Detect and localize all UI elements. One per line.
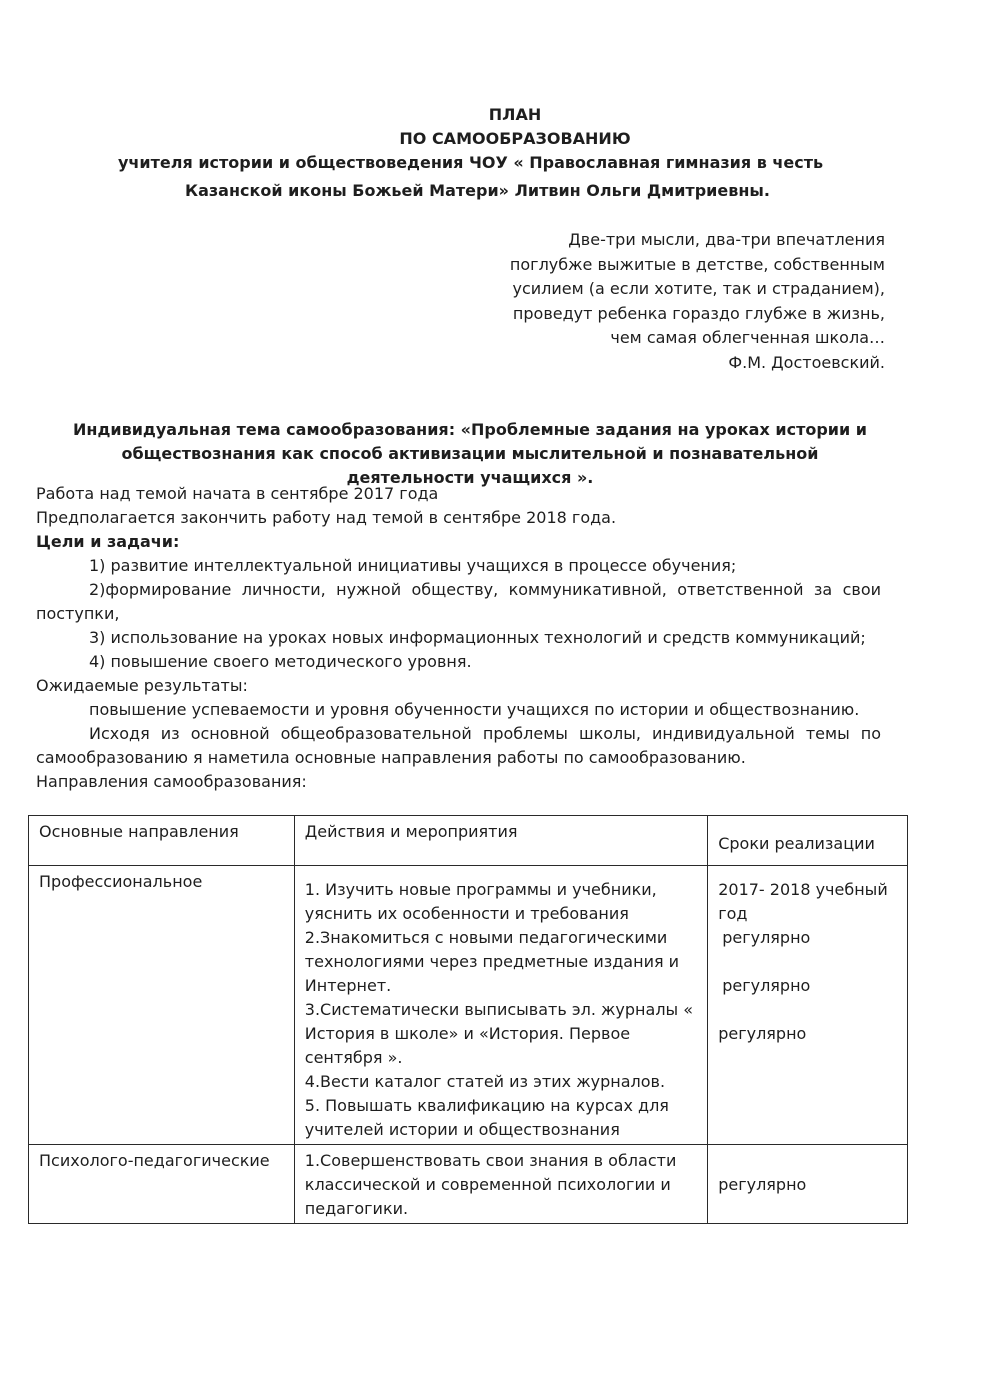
- term-item: регулярно: [722, 976, 811, 995]
- action-item: 3.Систематически выписывать эл. журналы « История в школе» и «История. Первое сентября ».: [304, 1000, 694, 1067]
- direction-cell: Психолого-педагогические: [29, 1145, 295, 1224]
- epigraph-line: поглубже выжитые в детстве, собственным: [509, 254, 885, 274]
- header-title: ПЛАН: [488, 105, 542, 124]
- terms-cell: [708, 1145, 908, 1224]
- goal-item: 3) использование на уроках новых информационных технологий и средств коммуникаций;: [89, 628, 866, 647]
- epigraph-line: усилием (а если хотите, так и страданием),: [512, 279, 885, 298]
- directions-table: [28, 815, 908, 1224]
- document-body: [36, 482, 881, 794]
- table-row: [29, 1145, 908, 1224]
- term-item: 2017- 2018 учебный год: [718, 880, 888, 923]
- action-item: 5. Повышать квалификацию на курсах для учителей истории и обществознания: [304, 1096, 669, 1139]
- term-item: регулярно: [718, 1175, 807, 1194]
- epigraph-line: проведут ребенка гораздо глубже в жизнь,: [512, 303, 885, 323]
- action-item: 4.Вести каталог статей из этих журналов.: [304, 1072, 666, 1091]
- term-item: регулярно: [718, 1024, 807, 1043]
- directions-intro: Исходя из основной общеобразовательной проблемы школы, индивидуальной темы по самообразованию я наметила основные направления работы по самообразованию.: [36, 724, 881, 767]
- document-header: [0, 103, 1000, 200]
- actions-cell: [294, 1145, 707, 1224]
- header-teacher-line: учителя истории и обществоведения ЧОУ « Православная гимназия в честь: [118, 153, 824, 172]
- goal-item: 2)формирование личности, нужной обществу, коммуникативной, ответственной за свои поступки,: [36, 580, 881, 623]
- work-started: Работа над темой начата в сентябре 2017 года: [36, 484, 439, 503]
- goals-heading: Цели и задачи:: [36, 532, 180, 551]
- epigraph-author: Ф.М. Достоевский.: [728, 352, 885, 372]
- directions-heading: Направления самообразования:: [36, 772, 307, 791]
- individual-topic: Индивидуальная тема самообразования: «Проблемные задания на уроках истории и обществознания как способ активизации мыслительной и познавательной деятельности учащихся ».: [73, 420, 867, 487]
- header-cell-actions: Действия и мероприятия: [294, 816, 707, 866]
- terms-cell: [708, 866, 908, 1145]
- header-subtitle: ПО САМООБРАЗОВАНИЮ: [399, 129, 631, 148]
- action-item: 1.Совершенствовать свои знания в области классической и современной психологии и педагогики.: [304, 1151, 677, 1218]
- action-item: 2.Знакомиться с новыми педагогическими технологиями через предметные издания и Интернет.: [304, 928, 680, 995]
- header-cell-terms: Сроки реализации: [708, 816, 908, 866]
- table-header-row: [29, 816, 908, 866]
- header-school-line: Казанской иконы Божьей Матери» Литвин Ольги Дмитриевны.: [185, 181, 770, 200]
- goal-item: 4) повышение своего методического уровня.: [89, 652, 472, 671]
- term-item: регулярно: [722, 928, 811, 947]
- results-text: повышение успеваемости и уровня обученности учащихся по истории и обществознанию.: [89, 700, 860, 719]
- action-item: 1. Изучить новые программы и учебники, уяснить их особенности и требования: [304, 880, 657, 923]
- results-heading: Ожидаемые результаты:: [36, 676, 248, 695]
- epigraph-line: чем самая облегченная школа…: [610, 328, 885, 347]
- table-row: [29, 866, 908, 1145]
- epigraph: [510, 228, 885, 375]
- actions-cell: [294, 866, 707, 1145]
- header-cell-directions: Основные направления: [29, 816, 295, 866]
- direction-cell: Профессиональное: [29, 866, 295, 1145]
- epigraph-line: Две-три мысли, два-три впечатления: [568, 230, 885, 249]
- work-planned-end: Предполагается закончить работу над темой в сентябре 2018 года.: [36, 508, 617, 527]
- goal-item: 1) развитие интеллектуальной инициативы учащихся в процессе обучения;: [89, 556, 737, 575]
